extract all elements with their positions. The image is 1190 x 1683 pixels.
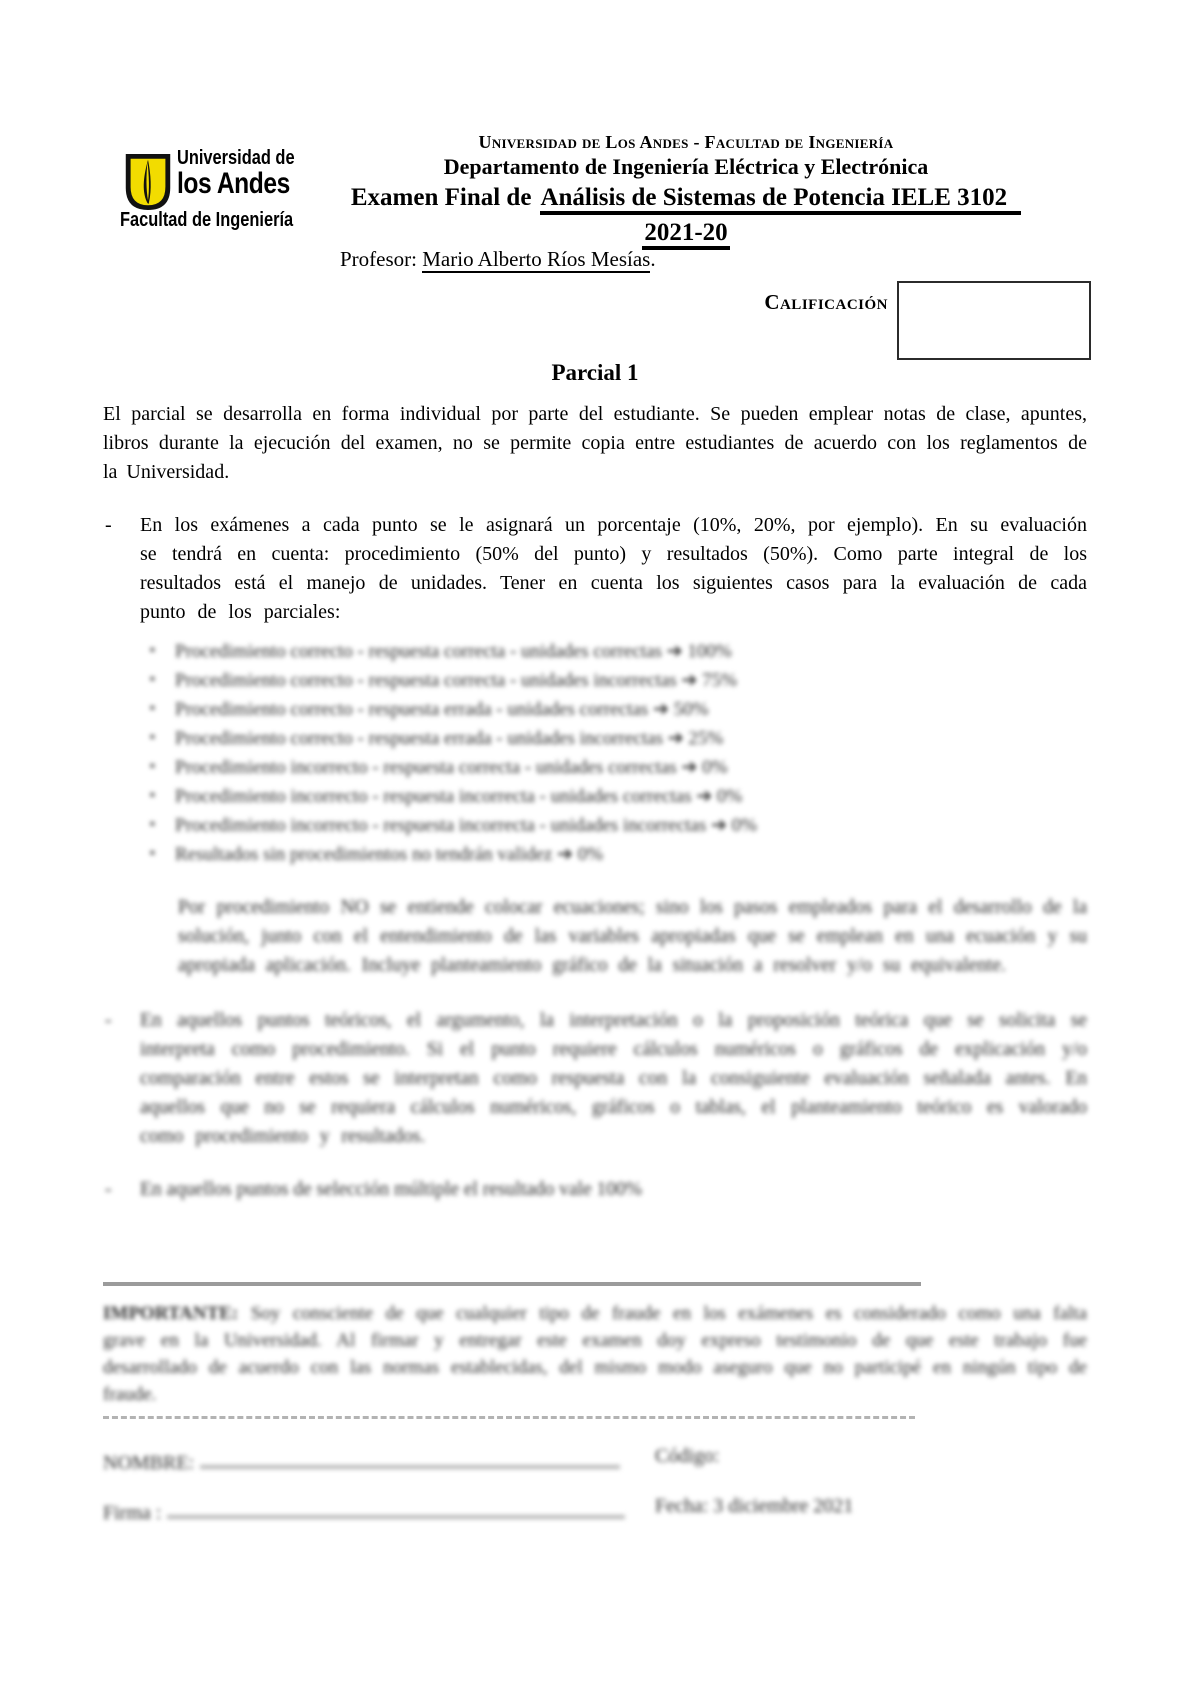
exam-title-line bbox=[280, 182, 1092, 213]
institution-line: Universidad de Los Andes - Facultad de Ingeniería bbox=[478, 132, 894, 152]
professor-line bbox=[340, 247, 656, 272]
grading-cases-list bbox=[103, 637, 1087, 869]
logo-title-line2: los Andes bbox=[177, 167, 290, 200]
exam-body bbox=[103, 360, 1087, 1527]
square-bullet-icon: ▪ bbox=[150, 701, 155, 716]
grading-case-text: Procedimiento correcto - respuesta errada - unidades correctas ➔ 50% bbox=[175, 699, 709, 720]
grading-case-text: Procedimiento incorrecto - respuesta incorrecta - unidades incorrectas ➔ 0% bbox=[175, 815, 757, 836]
grading-case-text: Procedimiento correcto - respuesta correcta - unidades correctas ➔ 100% bbox=[175, 641, 732, 662]
grading-case bbox=[150, 724, 1087, 753]
grading-case-text: Resultados sin procedimientos no tendrán validez ➔ 0% bbox=[175, 844, 604, 865]
name-label: NOMBRE: bbox=[103, 1452, 195, 1474]
grading-case bbox=[150, 753, 1087, 782]
name-fill-line bbox=[200, 1445, 620, 1469]
square-bullet-icon: ▪ bbox=[150, 759, 155, 774]
procedure-note: Por procedimiento NO se entiende colocar ecuaciones; sino los pasos empleados para el desarrollo de la solución, junto con el entendimiento de las variables apropiadas que se emplean en una ecuación y su apropiada aplicación. Incluye planteamiento gráfico de la situación a resolver y/o su equivalente. bbox=[178, 897, 1087, 976]
square-bullet-icon: ▪ bbox=[150, 672, 155, 687]
grading-case bbox=[150, 840, 1087, 869]
rule-multiple-choice-text: En aquellos puntos de selección múltiple el resultado vale 100% bbox=[140, 1179, 642, 1200]
name-row bbox=[103, 1445, 1087, 1477]
square-bullet-icon: ▪ bbox=[150, 788, 155, 803]
exam-term-line bbox=[280, 217, 1092, 248]
exam-term: 2021-20 bbox=[642, 219, 729, 250]
grading-case bbox=[150, 811, 1087, 840]
intro-paragraph: El parcial se desarrolla en forma individual por parte del estudiante. Se pueden emplear notas de clase, apuntes, libros durante la ejecución del examen, no se permite copia entre estudiantes de acuerdo con los reglamentos de la Universidad. bbox=[103, 403, 1087, 483]
important-text: Soy consciente de que cualquier tipo de fraude en los exámenes es considerado como una falta grave en la Universidad. Al firmar y entregar este examen doy expreso testimonio de que este trabajo fue desarrollado de acuerdo con las normas establecidas, del mismo modo aseguro que no participé en ningún tipo de fraude. bbox=[103, 1303, 1087, 1405]
document-header bbox=[280, 131, 1092, 248]
dash-bullet-icon: - bbox=[105, 1179, 112, 1200]
grading-case bbox=[150, 695, 1087, 724]
dash-bullet-icon: - bbox=[105, 514, 112, 536]
grading-case bbox=[150, 782, 1087, 811]
dashed-separator-line bbox=[103, 1416, 915, 1419]
grading-case-text: Procedimiento correcto - respuesta correcta - unidades incorrectas ➔ 75% bbox=[175, 670, 737, 691]
signature-row bbox=[103, 1495, 1087, 1527]
logo-subtitle: Facultad de Ingeniería bbox=[120, 209, 294, 231]
grade-label: Calificación bbox=[764, 290, 888, 314]
section-divider-line bbox=[103, 1282, 921, 1286]
section-title: Parcial 1 bbox=[551, 360, 639, 385]
rule-multiple-choice bbox=[103, 1175, 1087, 1204]
important-label: IMPORTANTE: bbox=[103, 1303, 251, 1324]
rule-theory-text: En aquellos puntos teóricos, el argumento, la interpretación o la proposición teórica que se solicita se interpreta como procedimiento. Si el punto requiere cálculos numéricos o gráficos de explicación y/o comparación entre estos se interpretan como respuesta con la consiguiente evaluación señalada antes. En aquellos que no se requiera cálculos numéricos, gráficos o tablas, el planteamiento teórico es valorado como procedimiento y resultados. bbox=[140, 1010, 1087, 1147]
square-bullet-icon: ▪ bbox=[150, 817, 155, 832]
grading-case bbox=[150, 666, 1087, 695]
exam-title-prefix: Examen Final de bbox=[350, 184, 532, 211]
rule-percentages bbox=[103, 511, 1087, 627]
square-bullet-icon: ▪ bbox=[150, 730, 155, 745]
shield-icon bbox=[124, 153, 172, 211]
logo-title-line1: Universidad de bbox=[177, 147, 295, 169]
professor-period: . bbox=[650, 247, 656, 271]
grading-case bbox=[150, 637, 1087, 666]
professor-name: Mario Alberto Ríos Mesías bbox=[422, 247, 651, 271]
date-label: Fecha: 3 diciembre 2021 bbox=[655, 1495, 854, 1517]
rule-percentages-text: En los exámenes a cada punto se le asignará un porcentaje (10%, 20%, por ejemplo). En su evaluación se tendrá en cuenta: procedimiento (50% del punto) y resultados (50%). Como parte integral de los resultados está el manejo de unidades. Tener en cuenta los siguientes casos para la evaluación de cada punto de los parciales: bbox=[140, 514, 1087, 623]
signature-fill-line bbox=[167, 1495, 625, 1519]
signature-label: Firma : bbox=[103, 1502, 162, 1524]
grading-case-text: Procedimiento incorrecto - respuesta incorrecta - unidades correctas ➔ 0% bbox=[175, 786, 743, 807]
code-label: Código: bbox=[655, 1445, 720, 1467]
professor-label: Profesor: bbox=[340, 247, 423, 271]
important-note bbox=[103, 1300, 1087, 1408]
rule-theory bbox=[103, 1006, 1087, 1151]
exam-course-title: Análisis de Sistemas de Potencia IELE 3102 bbox=[540, 184, 1021, 215]
dash-bullet-icon: - bbox=[105, 1010, 112, 1031]
square-bullet-icon: ▪ bbox=[150, 846, 155, 861]
grading-case-text: Procedimiento correcto - respuesta errada - unidades incorrectas ➔ 25% bbox=[175, 728, 724, 749]
grading-case-text: Procedimiento incorrecto - respuesta correcta - unidades correctas ➔ 0% bbox=[175, 757, 728, 778]
department-line: Departamento de Ingeniería Eléctrica y Electrónica bbox=[443, 154, 929, 179]
grade-box bbox=[897, 281, 1091, 360]
square-bullet-icon: ▪ bbox=[150, 643, 155, 658]
